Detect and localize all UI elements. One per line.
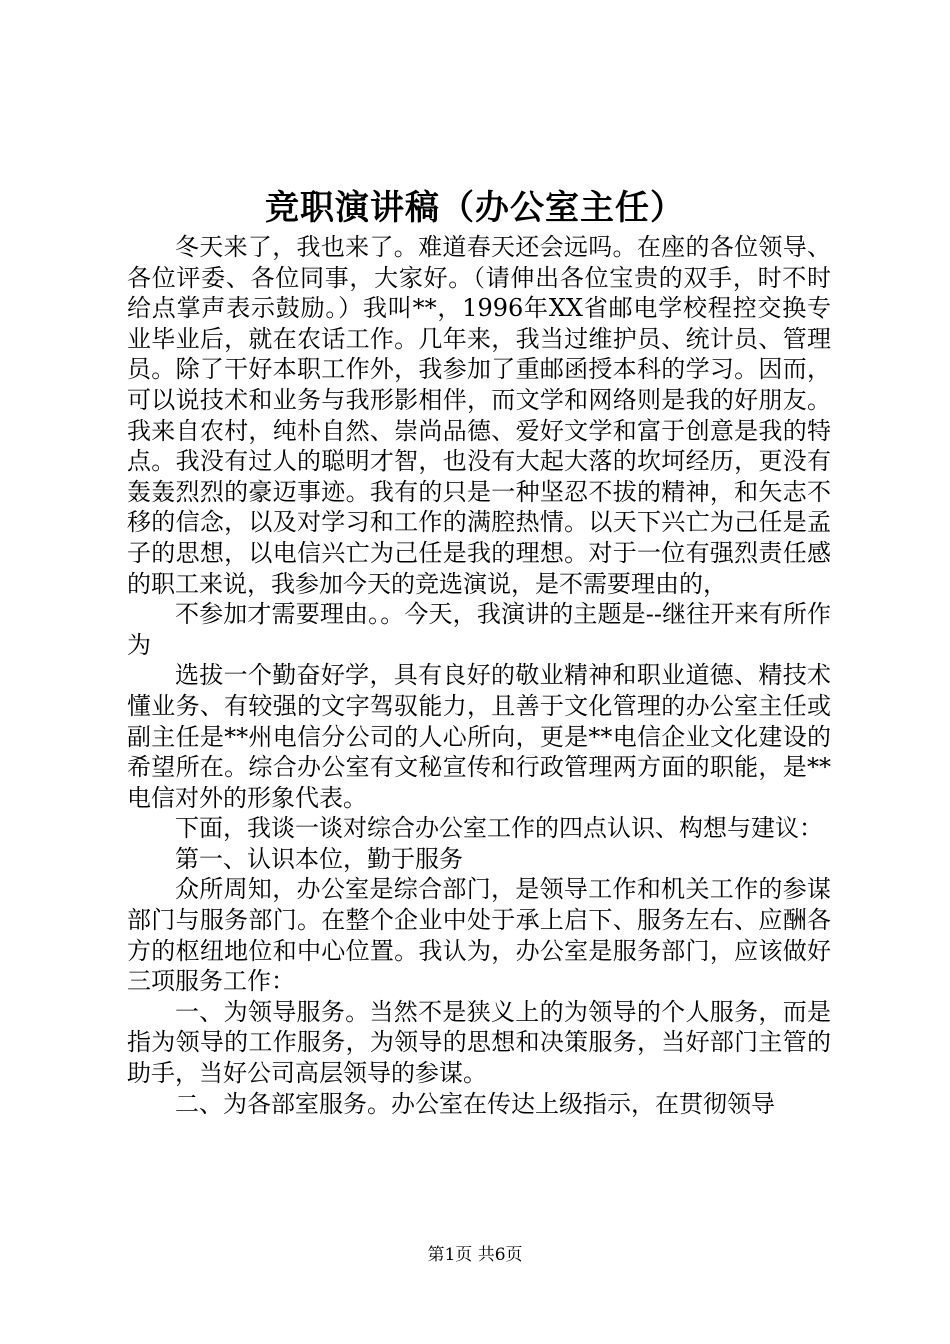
paragraph: 选拔一个勤奋好学，具有良好的敬业精神和职业道德、精技术懂业务、有较强的文字驾驭能力，且善于文化管理的办公室主任或副主任是**州电信分公司的人心所向，更是**电信企业文化建设的希望所在。综合办公室有文秘宣传和行政管理两方面的职能，是**电信对外的形象代表。 — [127, 661, 831, 812]
document-body — [127, 232, 831, 1119]
page-number-footer: 第1页 共6页 — [427, 1245, 523, 1265]
paragraph: 下面，我谈一谈对综合办公室工作的四点认识、构想与建议： — [175, 814, 823, 843]
paragraph: 众所周知，办公室是综合部门，是领导工作和机关工作的参谋部门与服务部门。在整个企业中处于承上启下、服务左右、应酬各方的枢纽地位和中心位置。我认为，办公室是服务部门，应该做好三项服务工作： — [127, 875, 831, 996]
paragraph: 冬天来了，我也来了。难道春天还会远吗。在座的各位领导、各位评委、各位同事，大家好。（请伸出各位宝贵的双手，时不时给点掌声表示鼓励。）我叫**，1996年XX省邮电学校程控交换专业毕业后，就在农话工作。几年来，我当过维护员、统计员、管理员。除了干好本职工作外，我参加了重邮函授本科的学习。因而，可以说技术和业务与我形影相伴，而文学和网络则是我的好朋友。我来自农村，纯朴自然、崇尚品德、爱好文学和富于创意是我的特点。我没有过人的聪明才智，也没有大起大落的坎坷经历，更没有轰轰烈烈的豪迈事迹。我有的只是一种坚忍不拔的精神，和矢志不移的信念，以及对学习和工作的满腔热情。以天下兴亡为己任是孟子的思想，以电信兴亡为己任是我的理想。对于一位有强烈责任感的职工来说，我参加今天的竞选演说，是不需要理由的， — [127, 233, 831, 598]
paragraph: 一、为领导服务。当然不是狭义上的为领导的个人服务，而是指为领导的工作服务，为领导的思想和决策服务，当好部门主管的助手，当好公司高层领导的参谋。 — [127, 997, 831, 1088]
paragraph: 二、为各部室服务。办公室在传达上级指示，在贯彻领导 — [175, 1089, 775, 1118]
document-title: 竞职演讲稿（办公室主任） — [265, 188, 685, 228]
section-heading: 第一、认识本位，勤于服务 — [175, 844, 463, 873]
paragraph: 不参加才需要理由。。今天，我演讲的主题是--继往开来有所作为 — [127, 600, 831, 659]
